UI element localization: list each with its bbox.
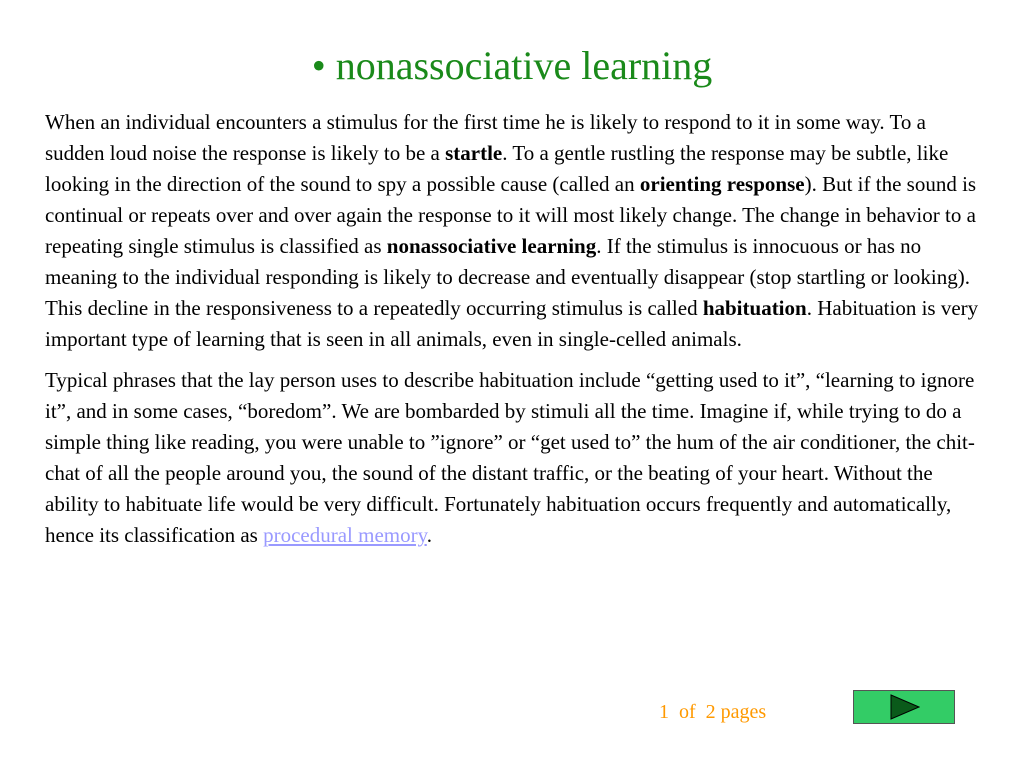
paragraph-1-text-1: When an individual encounters a stimulus for the first time he is likely to respond to it in some way. To a sudden loud noise the response is likely to be a — [45, 110, 926, 165]
next-page-button[interactable] — [853, 690, 955, 724]
page-counter — [659, 700, 766, 724]
play-arrow-icon — [890, 694, 920, 720]
slide-title — [0, 40, 1024, 92]
paragraph-1-text-5: . Habituation is very important type of learning that is seen in all animals, even in single-celled animals. — [45, 296, 979, 351]
term-habituation: habituation — [702, 296, 807, 320]
paragraph-1-text-2: . To a gentle rustling the response may be subtle, like looking in the direction of the sound to spy a possible cause (called an — [45, 141, 949, 196]
procedural-memory-link[interactable]: procedural memory — [263, 523, 427, 547]
paragraph-2-text-2: . — [426, 523, 432, 547]
term-orienting-response: orienting response — [639, 172, 805, 196]
page-unit: pages — [720, 701, 767, 723]
term-startle: startle — [445, 141, 503, 165]
slide-body — [45, 107, 990, 561]
title-bullet: • — [311, 43, 326, 88]
page-current: 1 — [659, 701, 669, 723]
title-text: nonassociative learning — [335, 43, 713, 88]
page-total: 2 — [705, 701, 716, 723]
paragraph-1-text-3: ). But if the sound is continual or repeats over and over again the response to it will most likely change. The change in behavior to a repeating single stimulus is classified as — [45, 172, 977, 258]
term-nonassociative-learning: nonassociative learning — [386, 234, 597, 258]
paragraph-2 — [45, 365, 990, 551]
paragraph-1-text-4: . If the stimulus is innocuous or has no meaning to the individual responding is likely to decrease and eventually disappear (stop startling or looking). This decline in the responsiveness to a repeatedly occurring stimulus is called — [45, 234, 970, 320]
page-of: of — [679, 701, 696, 723]
paragraph-2-text-1: Typical phrases that the lay person uses to describe habituation include “getting used to it”, “learning to ignore it”, and in some cases, “boredom”. We are bombarded by stimuli all the time. Imagine if, while trying to do a simple thing like reading, you were unable to ”ignore” or “get used to” the hum of the air conditioner, the chit-chat of all the people around you, the sound of the distant traffic, or the beating of your heart. Without the ability to habituate life would be very difficult. Fortunately habituation occurs frequently and automatically, hence its classification as — [45, 368, 975, 547]
paragraph-1 — [45, 107, 990, 355]
